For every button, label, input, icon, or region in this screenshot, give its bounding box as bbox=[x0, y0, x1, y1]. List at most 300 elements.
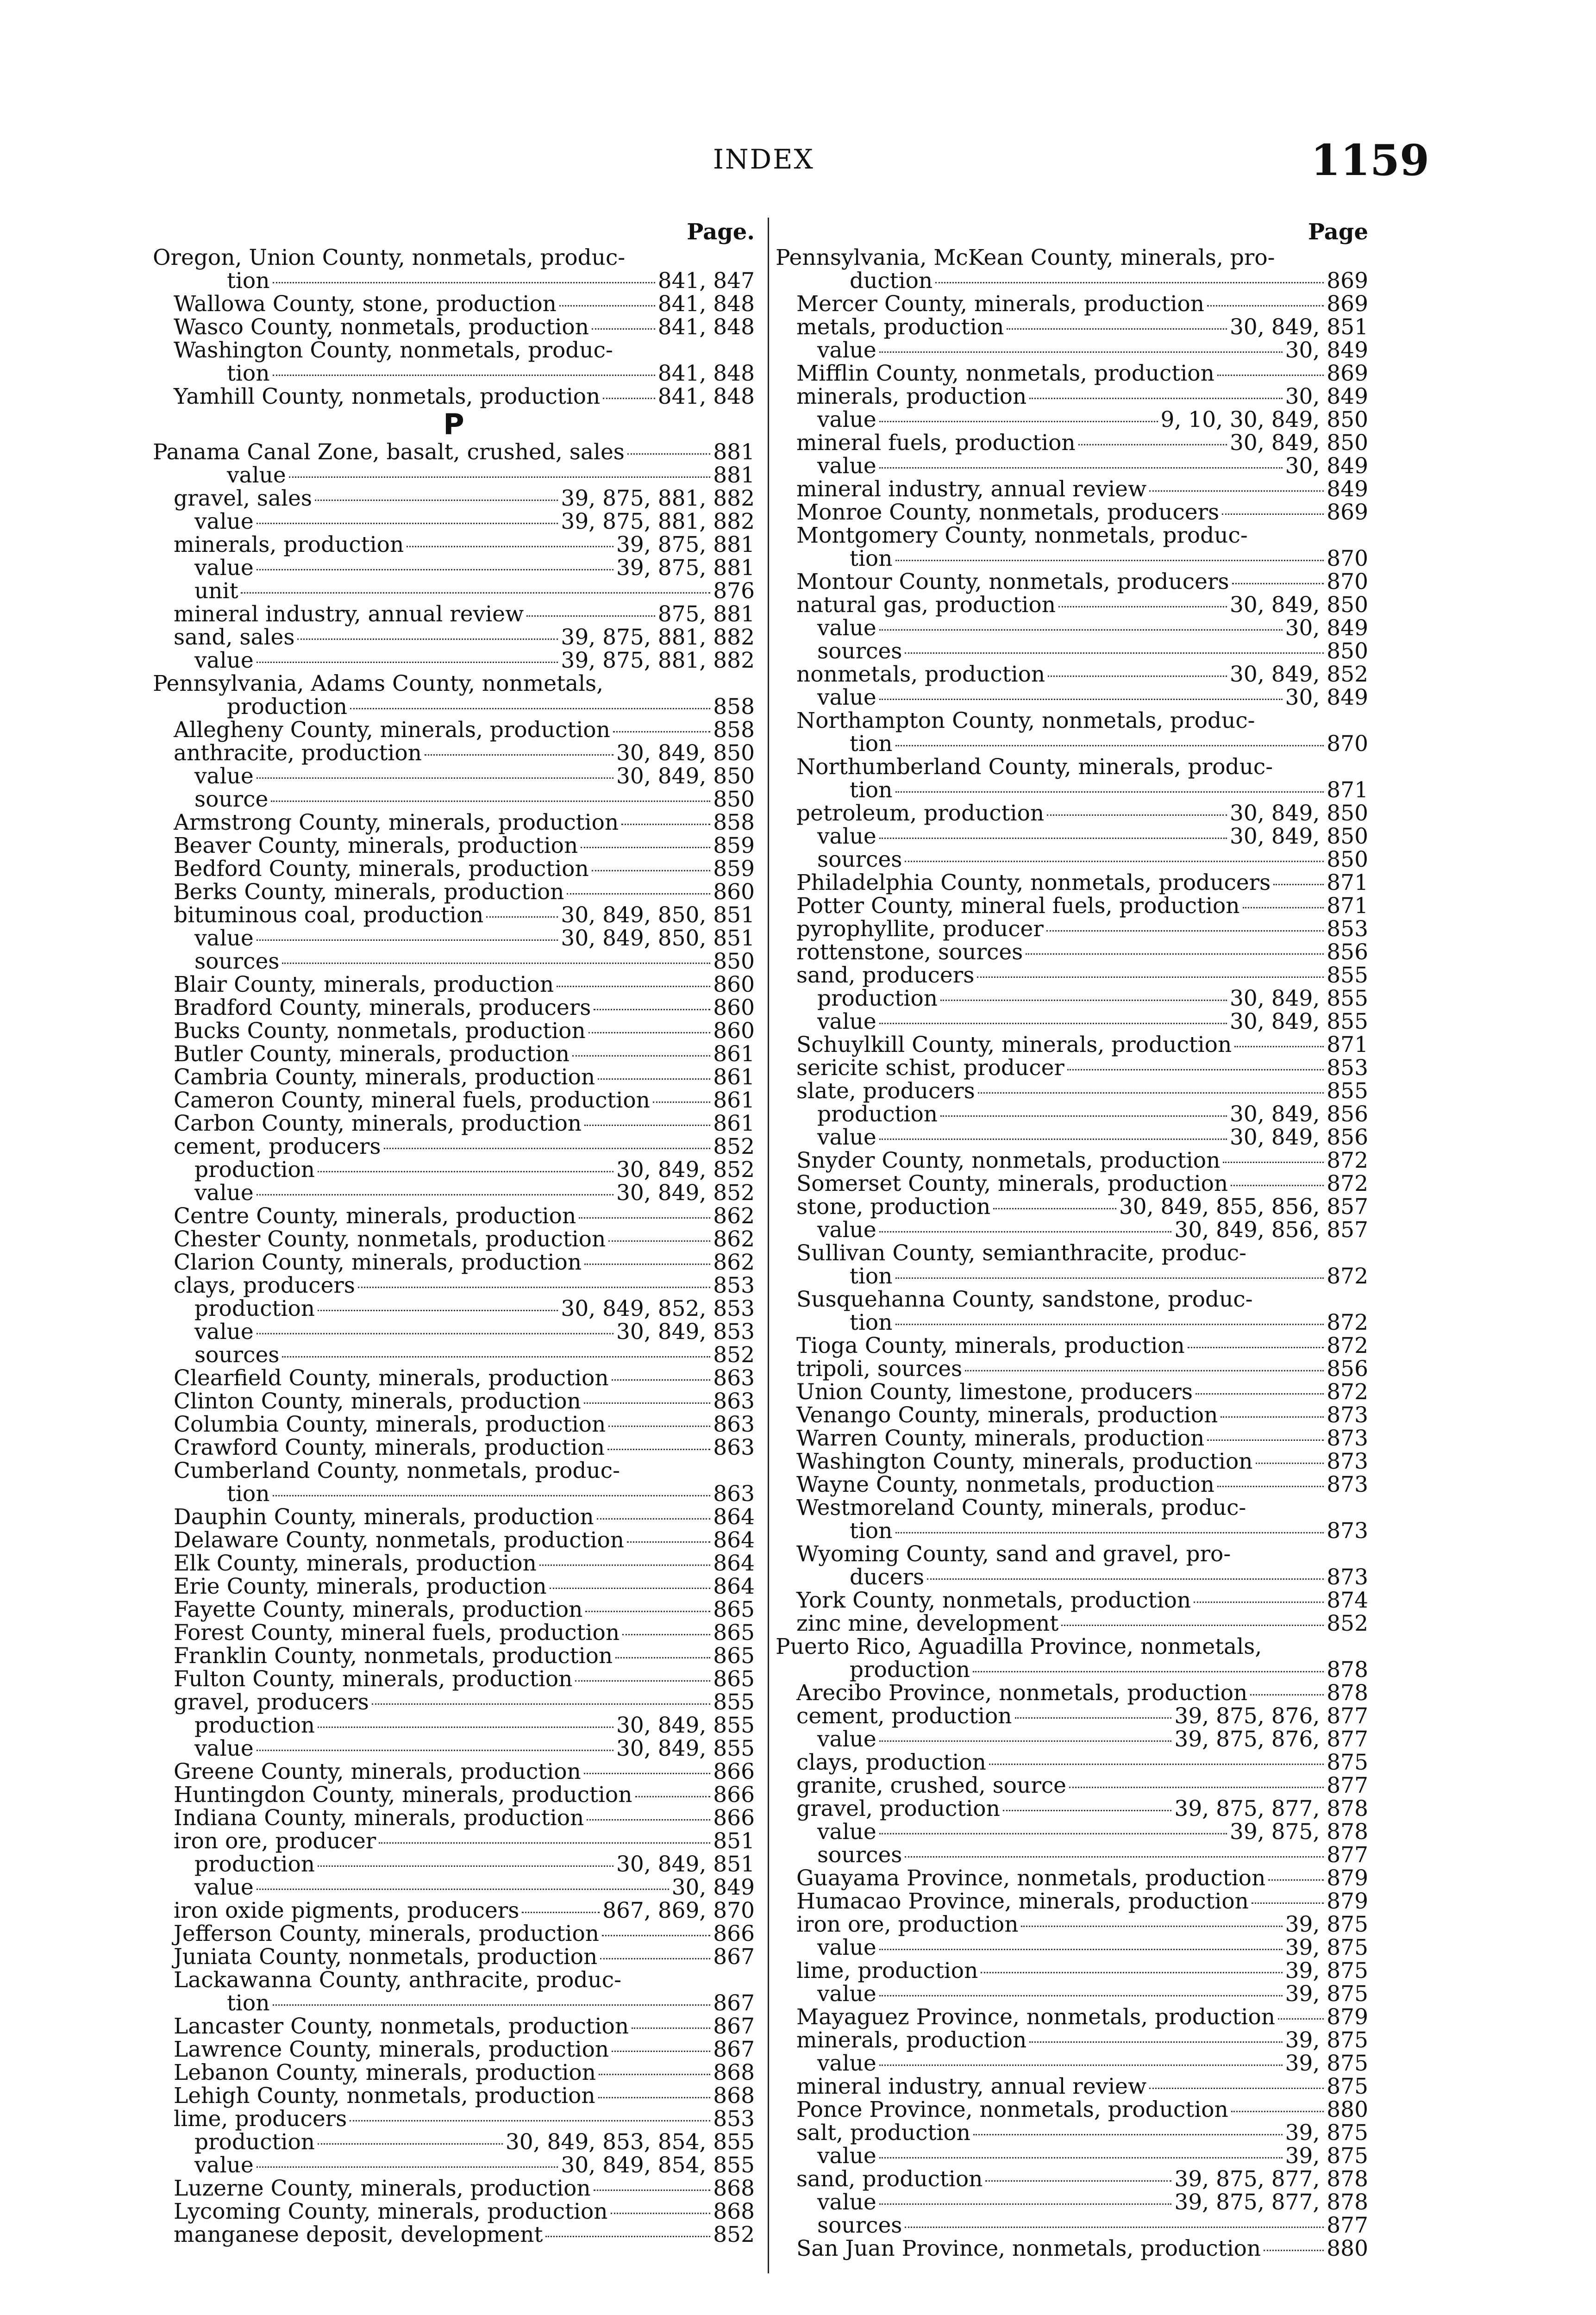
dot-leader bbox=[1194, 1602, 1324, 1603]
index-entry bbox=[153, 857, 755, 881]
entry-text: value bbox=[817, 2051, 876, 2076]
entry-page-refs: 30, 849, 856 bbox=[1230, 1101, 1368, 1127]
entry-text: Mifflin County, nonmetals, production bbox=[796, 361, 1214, 386]
entry-page-refs: 863 bbox=[713, 1435, 755, 1460]
dot-leader bbox=[1195, 1393, 1324, 1395]
dot-leader bbox=[282, 963, 710, 964]
section-letter: P bbox=[443, 407, 464, 441]
entry-page-refs: 873 bbox=[1327, 1402, 1368, 1428]
entry-page-refs: 39, 875 bbox=[1285, 2120, 1368, 2146]
dot-leader bbox=[879, 1995, 1283, 1996]
index-entry bbox=[776, 825, 1368, 848]
index-entry bbox=[776, 1751, 1368, 1774]
index-entry bbox=[153, 1320, 755, 1344]
dot-leader bbox=[905, 652, 1324, 654]
entry-text: Sullivan County, semianthracite, produc- bbox=[796, 1240, 1247, 1266]
entry-page-refs: 39, 875 bbox=[1285, 2143, 1368, 2169]
entry-page-refs: 872 bbox=[1327, 1264, 1368, 1289]
index-entry bbox=[153, 1668, 755, 1691]
dot-leader bbox=[653, 1101, 710, 1103]
entry-page-refs: 853 bbox=[1327, 916, 1368, 942]
entry-text: granite, crushed, source bbox=[796, 1773, 1066, 1798]
index-entry bbox=[776, 1334, 1368, 1358]
entry-page-refs: 873 bbox=[1327, 1564, 1368, 1590]
entry-text: Tioga County, minerals, production bbox=[796, 1333, 1185, 1358]
entry-text: Mayaguez Province, nonmetals, production bbox=[796, 2004, 1276, 2030]
index-entry bbox=[153, 904, 755, 927]
index-entry bbox=[776, 2191, 1368, 2214]
entry-text: Clinton County, minerals, production bbox=[174, 1389, 581, 1414]
entry-page-refs: 30, 849, 852 bbox=[616, 1180, 755, 1206]
index-entry bbox=[153, 1853, 755, 1876]
entry-page-refs: 850 bbox=[713, 787, 755, 812]
entry-text: duction bbox=[850, 268, 933, 294]
index-entry bbox=[776, 1844, 1368, 1867]
entry-page-refs: 30, 849, 851 bbox=[1230, 314, 1368, 340]
dot-leader bbox=[486, 916, 558, 918]
dot-leader bbox=[895, 560, 1324, 561]
index-entry bbox=[776, 895, 1368, 918]
dot-leader bbox=[989, 1764, 1324, 1765]
index-entry bbox=[153, 1899, 755, 1922]
entry-text: value bbox=[817, 1727, 876, 1752]
entry-text: tion bbox=[227, 268, 270, 294]
index-entry bbox=[153, 1344, 755, 1367]
entry-page-refs: 871 bbox=[1327, 870, 1368, 895]
index-entry bbox=[153, 1714, 755, 1737]
entry-text: value bbox=[817, 824, 876, 849]
entry-page-refs: 867 bbox=[713, 1944, 755, 1970]
entry-page-refs: 851 bbox=[713, 1828, 755, 1854]
index-entry bbox=[153, 1807, 755, 1830]
dot-leader bbox=[615, 1657, 710, 1658]
dot-leader bbox=[257, 662, 558, 663]
entry-text: gravel, sales bbox=[174, 486, 312, 511]
dot-leader bbox=[608, 1426, 710, 1427]
page-column-label: Page. bbox=[687, 219, 755, 245]
entry-text: Elk County, minerals, production bbox=[174, 1551, 537, 1576]
entry-page-refs: 864 bbox=[713, 1504, 755, 1530]
entry-text: sources bbox=[194, 949, 280, 974]
entry-text: Schuylkill County, minerals, production bbox=[796, 1032, 1232, 1057]
dot-leader bbox=[1048, 676, 1227, 677]
index-entry bbox=[776, 1473, 1368, 1496]
dot-leader bbox=[1207, 1439, 1324, 1441]
dot-leader bbox=[905, 2227, 1324, 2228]
index-entry bbox=[776, 269, 1368, 293]
index-entry bbox=[153, 293, 755, 316]
entry-text: Forest County, mineral fuels, production bbox=[174, 1620, 620, 1646]
index-entry bbox=[776, 1172, 1368, 1195]
index-entry bbox=[153, 1876, 755, 1899]
dot-leader bbox=[588, 1032, 711, 1033]
index-entry bbox=[153, 811, 755, 834]
entry-page-refs: 39, 875 bbox=[1285, 1935, 1368, 1960]
entry-text: production bbox=[194, 2129, 315, 2155]
dot-leader bbox=[1207, 305, 1324, 307]
entry-page-refs: 856 bbox=[1327, 939, 1368, 965]
index-entry bbox=[776, 1520, 1368, 1543]
dot-leader bbox=[965, 1370, 1324, 1371]
dot-leader bbox=[584, 1773, 711, 1774]
index-entry bbox=[776, 709, 1368, 732]
entry-page-refs: 30, 849, 850 bbox=[1230, 592, 1368, 618]
dot-leader bbox=[598, 2097, 711, 2098]
entry-page-refs: 30, 849 bbox=[1285, 615, 1368, 641]
index-entry bbox=[776, 501, 1368, 524]
index-entry bbox=[153, 927, 755, 950]
entry-page-refs: 30, 849, 856, 857 bbox=[1174, 1217, 1368, 1243]
dot-leader bbox=[879, 2065, 1283, 2066]
entry-page-refs: 860 bbox=[713, 995, 755, 1020]
entry-page-refs: 872 bbox=[1327, 1310, 1368, 1335]
entry-text: Guayama Province, nonmetals, production bbox=[796, 1865, 1266, 1891]
dot-leader bbox=[1007, 328, 1227, 330]
dot-leader bbox=[1264, 2250, 1324, 2251]
dot-leader bbox=[977, 976, 1324, 978]
entry-text: Panama Canal Zone, basalt, crushed, sales bbox=[153, 439, 625, 465]
dot-leader bbox=[600, 1958, 710, 1959]
dot-leader bbox=[612, 1379, 711, 1381]
entry-text: Mercer County, minerals, production bbox=[796, 291, 1205, 317]
index-entries-left bbox=[153, 246, 755, 2246]
entry-page-refs: 865 bbox=[713, 1643, 755, 1669]
entry-text: sources bbox=[817, 2213, 902, 2238]
index-entry bbox=[776, 2214, 1368, 2237]
entry-page-refs: 866 bbox=[713, 1805, 755, 1831]
entry-text: sand, producers bbox=[796, 963, 975, 988]
entry-page-refs: 872 bbox=[1327, 1148, 1368, 1173]
dot-leader bbox=[927, 1578, 1324, 1580]
entry-text: tion bbox=[850, 546, 893, 571]
entry-page-refs: 39, 875, 877, 878 bbox=[1174, 2190, 1368, 2215]
entry-text: production bbox=[817, 1101, 938, 1127]
entry-page-refs: 841, 848 bbox=[657, 291, 755, 317]
dot-leader bbox=[940, 1115, 1227, 1117]
entry-page-refs: 39, 875, 881, 882 bbox=[561, 648, 755, 673]
dot-leader bbox=[879, 421, 1158, 422]
entry-text: sources bbox=[194, 1342, 280, 1368]
dot-leader bbox=[318, 1310, 558, 1311]
index-entry bbox=[776, 871, 1368, 895]
entry-text: value bbox=[817, 1935, 876, 1960]
entry-page-refs: 30, 849 bbox=[1285, 338, 1368, 363]
index-entry bbox=[776, 987, 1368, 1010]
entry-page-refs: 869 bbox=[1327, 500, 1368, 525]
dot-leader bbox=[612, 2051, 710, 2052]
index-entry bbox=[153, 1483, 755, 1506]
dot-leader bbox=[1232, 583, 1324, 584]
index-entry bbox=[776, 478, 1368, 501]
entry-page-refs: 863 bbox=[713, 1389, 755, 1414]
dot-leader bbox=[567, 893, 710, 895]
entry-page-refs: 870 bbox=[1327, 569, 1368, 594]
index-entry bbox=[153, 1043, 755, 1066]
dot-leader bbox=[592, 328, 655, 330]
entry-text: iron ore, production bbox=[796, 1912, 1019, 1937]
entry-page-refs: 868 bbox=[713, 2176, 755, 2201]
index-entry bbox=[153, 1367, 755, 1390]
index-entry bbox=[776, 918, 1368, 941]
index-entry bbox=[153, 1297, 755, 1320]
entry-page-refs: 875 bbox=[1327, 2074, 1368, 2099]
index-entry bbox=[153, 719, 755, 742]
entry-page-refs: 855 bbox=[1327, 963, 1368, 988]
entry-text: Chester County, nonmetals, production bbox=[174, 1226, 606, 1252]
dot-leader bbox=[372, 1703, 710, 1705]
entry-text: mineral industry, annual review bbox=[174, 601, 524, 627]
entry-text: value bbox=[817, 1125, 876, 1150]
entry-text: Ponce Province, nonmetals, production bbox=[796, 2097, 1228, 2122]
dot-leader bbox=[613, 731, 710, 732]
dot-leader bbox=[1046, 930, 1324, 932]
index-entry bbox=[776, 1149, 1368, 1172]
entry-text: sources bbox=[817, 638, 902, 664]
index-column-right bbox=[776, 218, 1368, 2260]
index-entry bbox=[153, 2084, 755, 2108]
index-entry bbox=[776, 1288, 1368, 1311]
entry-page-refs: 30, 849, 853, 854, 855 bbox=[505, 2129, 755, 2155]
entry-text: Yamhill County, nonmetals, production bbox=[174, 384, 601, 409]
entry-text: clays, production bbox=[796, 1750, 986, 1775]
index-entry bbox=[153, 603, 755, 626]
entry-text: lime, producers bbox=[174, 2106, 347, 2132]
index-entry bbox=[153, 834, 755, 857]
dot-leader bbox=[271, 801, 710, 802]
index-entry bbox=[153, 385, 755, 408]
index-entry bbox=[153, 1552, 755, 1575]
dot-leader bbox=[1069, 1787, 1324, 1788]
index-entry bbox=[153, 649, 755, 672]
index-entry bbox=[153, 742, 755, 765]
dot-leader bbox=[1273, 884, 1324, 885]
index-entry bbox=[153, 1737, 755, 1760]
dot-leader bbox=[1061, 1625, 1324, 1626]
entry-text: Monroe County, nonmetals, producers bbox=[796, 500, 1220, 525]
entry-text: Fayette County, minerals, production bbox=[174, 1597, 583, 1622]
index-entry bbox=[153, 2200, 755, 2223]
entry-page-refs: 870 bbox=[1327, 731, 1368, 757]
entry-text: value bbox=[194, 509, 254, 534]
dot-leader bbox=[973, 2134, 1283, 2135]
dot-leader bbox=[257, 569, 613, 570]
entry-text: production bbox=[194, 1296, 315, 1321]
entry-text: Washington County, nonmetals, produc- bbox=[174, 338, 613, 363]
entry-page-refs: 869 bbox=[1327, 291, 1368, 317]
entry-text: Bucks County, nonmetals, production bbox=[174, 1018, 586, 1044]
dot-leader bbox=[587, 1819, 710, 1821]
entry-page-refs: 849 bbox=[1327, 476, 1368, 502]
dot-leader bbox=[1231, 1185, 1324, 1186]
entry-text: pyrophyllite, producer bbox=[796, 916, 1044, 942]
dot-leader bbox=[622, 1634, 710, 1635]
entry-page-refs: 39, 875 bbox=[1285, 2051, 1368, 2076]
entry-text: iron ore, producer bbox=[174, 1828, 376, 1854]
entry-page-refs: 881 bbox=[713, 463, 755, 488]
index-entry bbox=[153, 695, 755, 719]
entry-page-refs: 858 bbox=[713, 810, 755, 835]
entry-text: Wallowa County, stone, production bbox=[174, 291, 557, 317]
index-entry bbox=[776, 2121, 1368, 2145]
entry-text: San Juan Province, nonmetals, production bbox=[796, 2236, 1261, 2261]
dot-leader bbox=[1220, 1416, 1324, 1418]
dot-leader bbox=[1256, 1463, 1324, 1464]
entry-text: salt, production bbox=[796, 2120, 970, 2146]
index-entry bbox=[776, 2098, 1368, 2121]
dot-leader bbox=[592, 870, 711, 871]
entry-text: Armstrong County, minerals, production bbox=[174, 810, 619, 835]
page-column-label: Page bbox=[1308, 219, 1368, 245]
dot-leader bbox=[282, 1356, 710, 1358]
entry-page-refs: 841, 848 bbox=[657, 361, 755, 386]
dot-leader bbox=[257, 523, 558, 524]
entry-text: Montour County, nonmetals, producers bbox=[796, 569, 1229, 594]
index-entry bbox=[776, 1265, 1368, 1288]
entry-text: value bbox=[817, 1009, 876, 1034]
index-entry bbox=[153, 2015, 755, 2038]
dot-leader bbox=[594, 1009, 710, 1010]
dot-leader bbox=[1250, 1694, 1324, 1696]
entry-text: gravel, producers bbox=[174, 1689, 369, 1715]
dot-leader bbox=[879, 1833, 1227, 1834]
dot-leader bbox=[1217, 1486, 1324, 1487]
index-entry bbox=[153, 1436, 755, 1459]
index-entry bbox=[776, 732, 1368, 756]
index-entry bbox=[776, 594, 1368, 617]
entry-page-refs: 872 bbox=[1327, 1171, 1368, 1196]
entry-text: Carbon County, minerals, production bbox=[174, 1111, 582, 1136]
entry-text: Venango County, minerals, production bbox=[796, 1402, 1218, 1428]
entry-page-refs: 39, 875, 877, 878 bbox=[1174, 1796, 1368, 1821]
entry-text: Northumberland County, minerals, produc- bbox=[796, 754, 1273, 780]
entry-text: value bbox=[817, 615, 876, 641]
index-entries-right bbox=[776, 246, 1368, 2260]
dot-leader bbox=[572, 1055, 710, 1057]
dot-leader bbox=[905, 1856, 1324, 1858]
index-entry bbox=[153, 1529, 755, 1552]
index-entry bbox=[776, 1658, 1368, 1682]
entry-page-refs: 39, 875 bbox=[1285, 2027, 1368, 2053]
entry-text: Potter County, mineral fuels, production bbox=[796, 893, 1240, 919]
dot-leader bbox=[318, 1727, 613, 1728]
index-entry bbox=[776, 1959, 1368, 1983]
dot-leader bbox=[1222, 513, 1324, 515]
index-entry bbox=[776, 640, 1368, 663]
entry-text: sources bbox=[817, 1842, 902, 1868]
index-entry bbox=[776, 779, 1368, 802]
index-entry bbox=[776, 362, 1368, 385]
index-entry bbox=[776, 848, 1368, 871]
dot-leader bbox=[584, 1402, 711, 1404]
entry-text: gravel, production bbox=[796, 1796, 1000, 1821]
entry-text: value bbox=[194, 1875, 254, 1900]
entry-text: Clarion County, minerals, production bbox=[174, 1250, 582, 1275]
dot-leader bbox=[257, 2166, 558, 2168]
entry-text: stone, production bbox=[796, 1194, 991, 1220]
entry-text: Indiana County, minerals, production bbox=[174, 1805, 584, 1831]
entry-page-refs: 866 bbox=[713, 1782, 755, 1808]
entry-page-refs: 865 bbox=[713, 1597, 755, 1622]
index-entry bbox=[776, 964, 1368, 987]
entry-page-refs: 30, 849, 855 bbox=[616, 1736, 755, 1761]
entry-page-refs: 876 bbox=[713, 578, 755, 604]
entry-page-refs: 871 bbox=[1327, 1032, 1368, 1057]
entry-page-refs: 877 bbox=[1327, 1842, 1368, 1868]
entry-page-refs: 858 bbox=[713, 694, 755, 720]
index-entry bbox=[153, 2223, 755, 2246]
page-number: 1159 bbox=[1310, 135, 1429, 185]
entry-text: Centre County, minerals, production bbox=[174, 1203, 576, 1229]
index-entry bbox=[776, 1450, 1368, 1473]
entry-page-refs: 39, 875, 881, 882 bbox=[561, 509, 755, 534]
entry-text: anthracite, production bbox=[174, 740, 422, 766]
entry-text: value bbox=[817, 453, 876, 479]
entry-page-refs: 867 bbox=[713, 2037, 755, 2062]
dot-leader bbox=[611, 2213, 711, 2214]
index-entry bbox=[776, 1566, 1368, 1589]
index-entry bbox=[776, 1033, 1368, 1057]
entry-text: value bbox=[817, 2190, 876, 2215]
index-entry bbox=[776, 1126, 1368, 1149]
entry-text: mineral fuels, production bbox=[796, 430, 1076, 456]
entry-page-refs: 30, 849, 854, 855 bbox=[561, 2152, 755, 2178]
entry-page-refs: 855 bbox=[713, 1689, 755, 1715]
entry-text: Fulton County, minerals, production bbox=[174, 1666, 573, 1692]
dot-leader bbox=[879, 1949, 1283, 1950]
entry-text: natural gas, production bbox=[796, 592, 1056, 618]
dot-leader bbox=[635, 1796, 711, 1797]
dot-leader bbox=[559, 305, 655, 307]
entry-page-refs: 30, 849, 850, 851 bbox=[561, 926, 755, 951]
index-entry bbox=[153, 1992, 755, 2015]
dot-leader bbox=[594, 2190, 711, 2191]
index-entry bbox=[776, 1913, 1368, 1936]
entry-text: Clearfield County, minerals, production bbox=[174, 1365, 609, 1391]
index-entry bbox=[776, 686, 1368, 709]
dot-leader bbox=[879, 2157, 1283, 2159]
dot-leader bbox=[879, 2203, 1172, 2205]
dot-leader bbox=[1149, 2088, 1324, 2089]
dot-leader bbox=[522, 1912, 600, 1913]
entry-page-refs: 871 bbox=[1327, 893, 1368, 919]
entry-page-refs: 39, 875 bbox=[1285, 1958, 1368, 1983]
index-entry bbox=[776, 2052, 1368, 2075]
dot-leader bbox=[557, 986, 710, 987]
dot-leader bbox=[273, 2004, 711, 2006]
index-entry bbox=[153, 1922, 755, 1946]
entry-text: Northampton County, nonmetals, produc- bbox=[796, 708, 1255, 733]
entry-text: Wayne County, nonmetals, production bbox=[796, 1472, 1214, 1497]
entry-text: Huntingdon County, minerals, production bbox=[174, 1782, 632, 1808]
entry-text: petroleum, production bbox=[796, 801, 1045, 826]
index-column-left bbox=[153, 218, 755, 2246]
entry-page-refs: 852 bbox=[713, 1134, 755, 1159]
entry-page-refs: 39, 875, 881, 882 bbox=[561, 486, 755, 511]
index-entry bbox=[153, 672, 755, 695]
entry-text: Arecibo Province, nonmetals, production bbox=[796, 1680, 1248, 1706]
dot-leader bbox=[895, 791, 1324, 793]
dot-leader bbox=[1149, 490, 1324, 492]
index-entry bbox=[153, 1783, 755, 1807]
entry-page-refs: 30, 849, 850, 851 bbox=[561, 902, 755, 928]
index-entry bbox=[776, 1635, 1368, 1658]
index-entry bbox=[776, 316, 1368, 339]
index-entry bbox=[153, 1274, 755, 1297]
entry-text: Puerto Rico, Aguadilla Province, nonmetals, bbox=[776, 1634, 1262, 1659]
entry-text: tion bbox=[850, 777, 893, 803]
entry-page-refs: 879 bbox=[1327, 1865, 1368, 1891]
index-entry bbox=[776, 1219, 1368, 1242]
